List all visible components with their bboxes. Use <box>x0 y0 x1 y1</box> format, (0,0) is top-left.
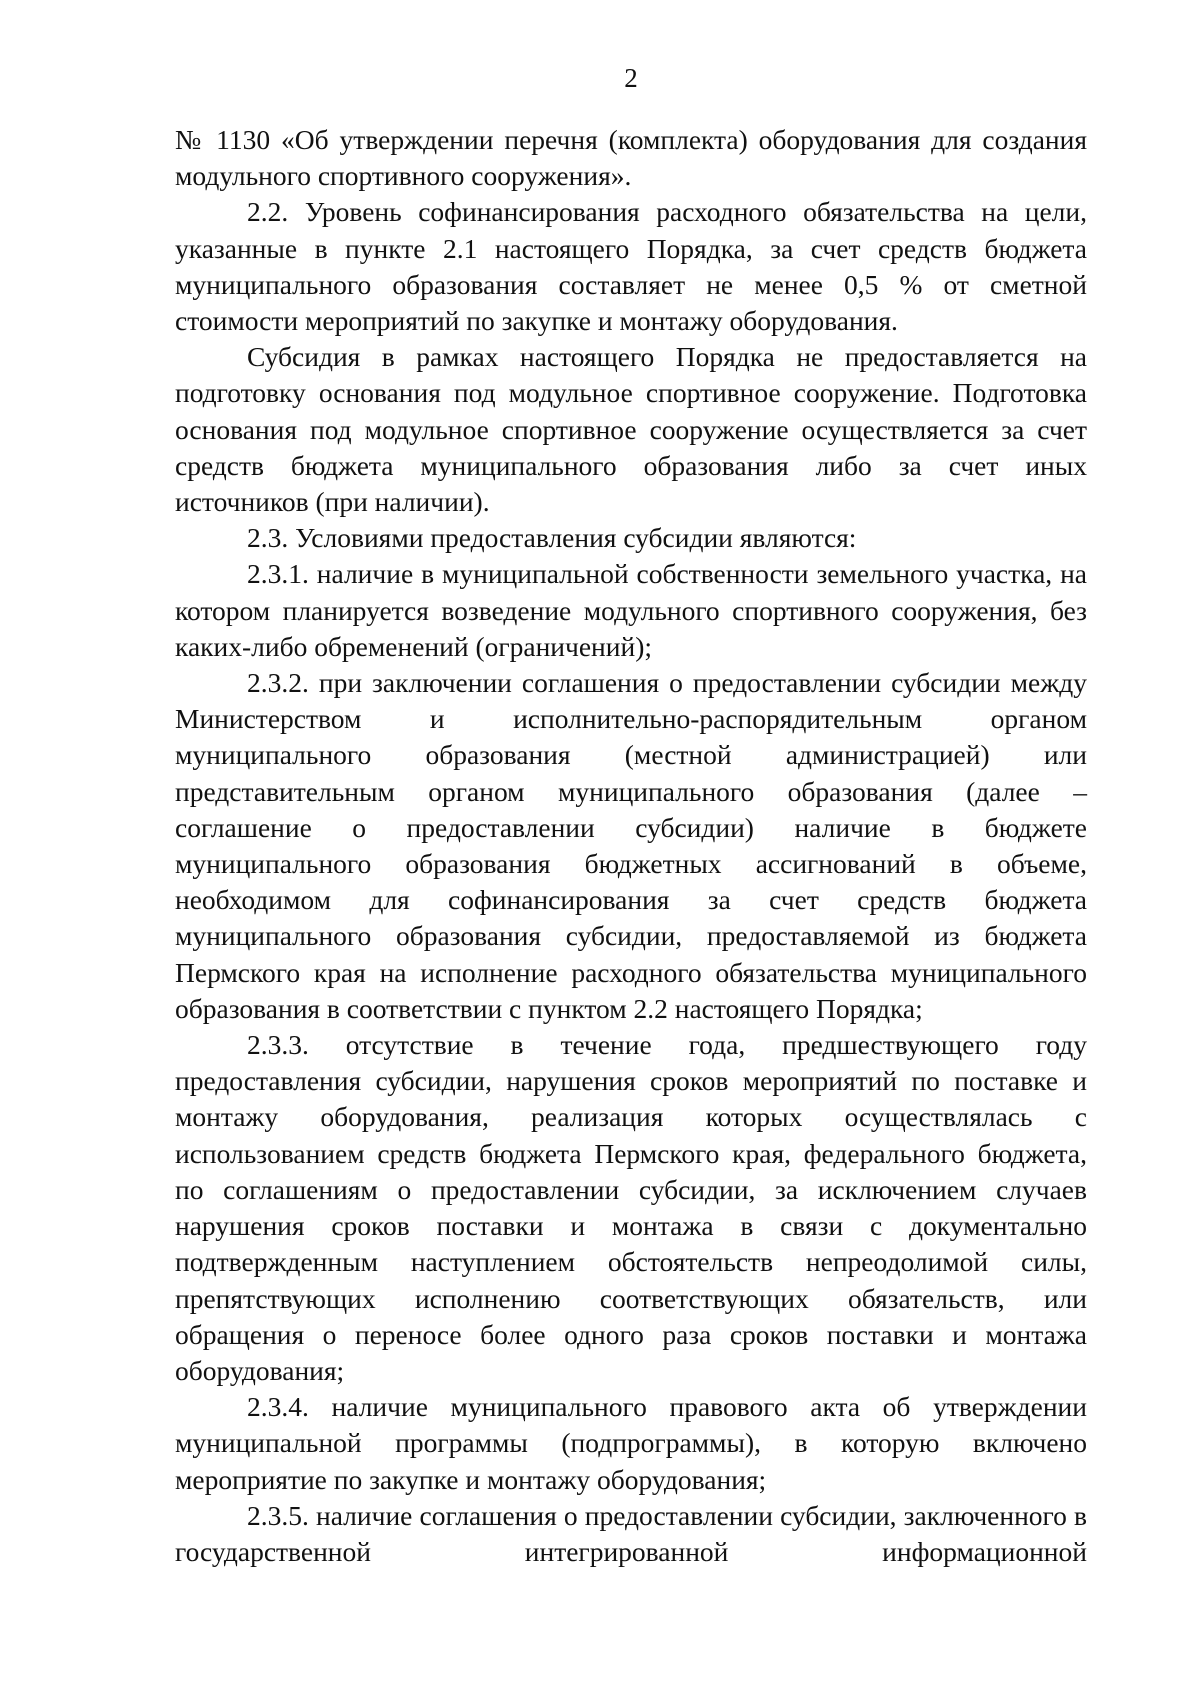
paragraph-2-3-3-no-violations: 2.3.3. отсутствие в течение года, предшествующего году предоставления субсидии, нарушения сроков мероприятий по поставке и монтажу оборудования, реализация которых осуществлялась с использованием средств бюджета Пермского края, федерального бюджета, по соглашениям о предоставлении субсидии, за исключением случаев нарушения сроков поставки и монтажа в связи с документально подтвержденным наступлением обстоятельств непреодолимой силы, препятствующих исполнению соответствующих обязательств, или обращения о переносе более одного раза сроков поставки и монтажа оборудования; <box>175 1029 1087 1386</box>
paragraph-2-3-4-municipal-program: 2.3.4. наличие муниципального правового акта об утверждении муниципальной программы (подпрограммы), в которую включено мероприятие по закупке и монтажу оборудования; <box>175 1391 1087 1495</box>
paragraph-2-3-1-land-plot: 2.3.1. наличие в муниципальной собственности земельного участка, на котором планируется возведение модульного спортивного сооружения, без каких-либо обременений (ограничений); <box>175 558 1087 662</box>
paragraph-2-3-5-agreement: 2.3.5. наличие соглашения о предоставлении субсидии, заключенного в государственной интегрированной информационной <box>175 1499 1087 1567</box>
paragraph-order-reference: № 1130 «Об утверждении перечня (комплекта) оборудования для создания модульного спортивного сооружения». <box>175 124 1087 192</box>
paragraph-subsidy-foundation: Субсидия в рамках настоящего Порядка не предоставляется на подготовку основания под модульное спортивное сооружение. Подготовка основания под модульное спортивное сооружение осуществляется за счет средств бюджета муниципального образования либо за счет иных источников (при наличии). <box>175 341 1087 518</box>
document-body <box>175 122 1087 1570</box>
paragraph-2-3-conditions: 2.3. Условиями предоставления субсидии являются: <box>247 522 857 554</box>
page-number: 2 <box>624 63 638 93</box>
paragraph-2-2-cofinancing-level: 2.2. Уровень софинансирования расходного обязательства на цели, указанные в пункте 2.1 настоящего Порядка, за счет средств бюджета муниципального образования составляет не менее 0,5 % от сметной стоимости мероприятий по закупке и монтажу оборудования. <box>175 196 1087 337</box>
paragraph-2-3-2-budget-allocations: 2.3.2. при заключении соглашения о предоставлении субсидии между Министерством и исполнительно-распорядительным органом муниципального образования (местной администрацией) или представительным органом муниципального образования (далее – соглашение о предоставлении субсидии) наличие в бюджете муниципального образования бюджетных ассигнований в объеме, необходимом для софинансирования за счет средств бюджета муниципального образования субсидии, предоставляемой из бюджета Пермского края на исполнение расходного обязательства муниципального образования в соответствии с пунктом 2.2 настоящего Порядка; <box>175 667 1087 1024</box>
